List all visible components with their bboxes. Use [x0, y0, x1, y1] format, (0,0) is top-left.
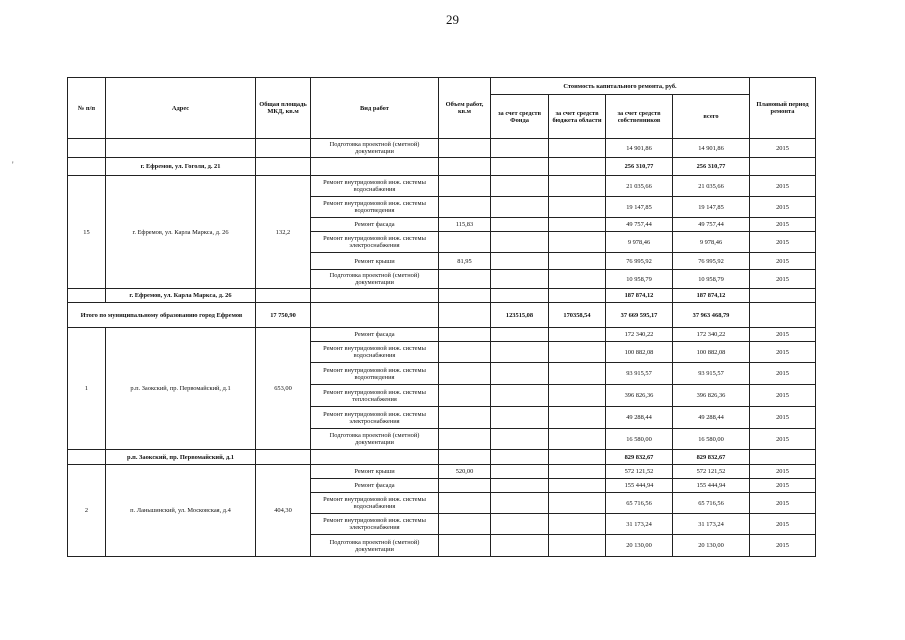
area-cell — [256, 158, 311, 176]
volume-cell — [439, 139, 491, 158]
period-cell — [750, 289, 816, 303]
volume-cell — [439, 514, 491, 535]
total-cell: 100 882,08 — [673, 342, 750, 363]
volume-cell: 115,83 — [439, 218, 491, 232]
region-cell — [549, 253, 606, 270]
fund-cell — [491, 270, 549, 289]
work-type-cell: Подготовка проектной (сметной) документации — [311, 270, 439, 289]
num-cell — [68, 450, 106, 465]
subtotal-label: р.п. Заокский, пр. Первомайский, д.1 — [106, 450, 256, 465]
fund-cell: 123515,08 — [491, 303, 549, 328]
area-cell: 17 750,90 — [256, 303, 311, 328]
period-cell — [750, 450, 816, 465]
address-cell: г. Ефремов, ул. Карла Маркса, д. 26 — [106, 176, 256, 289]
region-cell — [549, 407, 606, 429]
owners-cell: 572 121,52 — [606, 465, 673, 479]
address-cell: р.п. Заокский, пр. Первомайский, д.1 — [106, 328, 256, 450]
volume-cell: 81,95 — [439, 253, 491, 270]
header-planned-period: Плановый период ремонта — [750, 78, 816, 139]
volume-cell — [439, 197, 491, 218]
owners-cell: 19 147,85 — [606, 197, 673, 218]
region-cell — [549, 465, 606, 479]
work-type-cell — [311, 303, 439, 328]
total-cell: 829 832,67 — [673, 450, 750, 465]
fund-cell — [491, 139, 549, 158]
region-cell — [549, 450, 606, 465]
region-cell — [549, 139, 606, 158]
volume-cell — [439, 450, 491, 465]
header-volume: Объем работ, кв.м — [439, 78, 491, 139]
work-type-cell: Ремонт внутридомовой инж. системы теплоснабжения — [311, 385, 439, 407]
volume-cell: 520,00 — [439, 465, 491, 479]
region-cell: 170358,54 — [549, 303, 606, 328]
total-label: Итого по муниципальному образованию город Ефремов — [68, 303, 256, 328]
owners-cell: 256 310,77 — [606, 158, 673, 176]
num-cell: 1 — [68, 328, 106, 450]
fund-cell — [491, 407, 549, 429]
total-cell: 396 826,36 — [673, 385, 750, 407]
volume-cell — [439, 289, 491, 303]
region-cell — [549, 176, 606, 197]
owners-cell: 49 288,44 — [606, 407, 673, 429]
region-cell — [549, 289, 606, 303]
owners-cell: 21 035,66 — [606, 176, 673, 197]
work-type-cell: Ремонт внутридомовой инж. системы водоотведения — [311, 363, 439, 385]
period-cell: 2015 — [750, 197, 816, 218]
period-cell: 2015 — [750, 328, 816, 342]
address-cell: п. Ланьшинский, ул. Московская, д.4 — [106, 465, 256, 557]
region-cell — [549, 493, 606, 514]
volume-cell — [439, 342, 491, 363]
volume-cell — [439, 479, 491, 493]
total-cell: 14 901,86 — [673, 139, 750, 158]
region-cell — [549, 158, 606, 176]
work-type-cell: Ремонт внутридомовой инж. системы водоснабжения — [311, 176, 439, 197]
header-total: всего — [673, 95, 750, 139]
num-cell — [68, 139, 106, 158]
header-address: Адрес — [106, 78, 256, 139]
period-cell: 2015 — [750, 218, 816, 232]
owners-cell: 100 882,08 — [606, 342, 673, 363]
period-cell — [750, 303, 816, 328]
region-cell — [549, 479, 606, 493]
header-num: № п/п — [68, 78, 106, 139]
owners-cell: 31 173,24 — [606, 514, 673, 535]
volume-cell — [439, 385, 491, 407]
area-cell: 132,2 — [256, 176, 311, 289]
owners-cell: 49 757,44 — [606, 218, 673, 232]
total-cell: 572 121,52 — [673, 465, 750, 479]
volume-cell — [439, 493, 491, 514]
volume-cell — [439, 535, 491, 557]
header-work-type: Вид работ — [311, 78, 439, 139]
total-cell: 49 288,44 — [673, 407, 750, 429]
owners-cell: 396 826,36 — [606, 385, 673, 407]
work-type-cell: Подготовка проектной (сметной) документации — [311, 139, 439, 158]
total-cell: 37 963 468,79 — [673, 303, 750, 328]
municipality-total-row — [68, 303, 816, 328]
total-cell: 16 580,00 — [673, 429, 750, 450]
region-cell — [549, 218, 606, 232]
work-type-cell: Ремонт крыши — [311, 465, 439, 479]
work-type-cell: Ремонт внутридомовой инж. системы электроснабжения — [311, 514, 439, 535]
volume-cell — [439, 176, 491, 197]
volume-cell — [439, 407, 491, 429]
area-cell — [256, 139, 311, 158]
fund-cell — [491, 363, 549, 385]
owners-cell: 187 874,12 — [606, 289, 673, 303]
num-cell: 2 — [68, 465, 106, 557]
area-cell: 404,30 — [256, 465, 311, 557]
volume-cell — [439, 232, 491, 253]
period-cell: 2015 — [750, 363, 816, 385]
work-type-cell: Ремонт фасада — [311, 328, 439, 342]
table-row — [68, 328, 816, 342]
fund-cell — [491, 253, 549, 270]
volume-cell — [439, 363, 491, 385]
owners-cell: 172 340,22 — [606, 328, 673, 342]
area-cell: 653,00 — [256, 328, 311, 450]
area-cell — [256, 450, 311, 465]
num-cell: 15 — [68, 176, 106, 289]
fund-cell — [491, 514, 549, 535]
fund-cell — [491, 385, 549, 407]
period-cell — [750, 158, 816, 176]
work-type-cell: Ремонт фасада — [311, 218, 439, 232]
period-cell: 2015 — [750, 479, 816, 493]
period-cell: 2015 — [750, 535, 816, 557]
fund-cell — [491, 218, 549, 232]
fund-cell — [491, 493, 549, 514]
work-type-cell: Ремонт фасада — [311, 479, 439, 493]
total-cell: 21 035,66 — [673, 176, 750, 197]
period-cell: 2015 — [750, 176, 816, 197]
work-type-cell: Ремонт внутридомовой инж. системы электроснабжения — [311, 407, 439, 429]
header-region-budget: за счет средств бюджета области — [549, 95, 606, 139]
owners-cell: 76 995,92 — [606, 253, 673, 270]
num-cell — [68, 289, 106, 303]
fund-cell — [491, 328, 549, 342]
owners-cell: 155 444,94 — [606, 479, 673, 493]
subtotal-row — [68, 289, 816, 303]
work-type-cell: Подготовка проектной (сметной) документации — [311, 429, 439, 450]
region-cell — [549, 363, 606, 385]
total-cell: 93 915,57 — [673, 363, 750, 385]
region-cell — [549, 328, 606, 342]
fund-cell — [491, 465, 549, 479]
period-cell: 2015 — [750, 407, 816, 429]
work-type-cell: Ремонт внутридомовой инж. системы электроснабжения — [311, 232, 439, 253]
total-cell: 20 130,00 — [673, 535, 750, 557]
region-cell — [549, 342, 606, 363]
total-cell: 19 147,85 — [673, 197, 750, 218]
fund-cell — [491, 342, 549, 363]
region-cell — [549, 429, 606, 450]
total-cell: 49 757,44 — [673, 218, 750, 232]
num-cell — [68, 158, 106, 176]
fund-cell — [491, 535, 549, 557]
period-cell: 2015 — [750, 385, 816, 407]
fund-cell — [491, 232, 549, 253]
total-cell: 256 310,77 — [673, 158, 750, 176]
table-row — [68, 176, 816, 197]
period-cell: 2015 — [750, 253, 816, 270]
work-type-cell: Ремонт внутридомовой инж. системы водоотведения — [311, 197, 439, 218]
address-cell — [106, 139, 256, 158]
period-cell: 2015 — [750, 465, 816, 479]
owners-cell: 37 669 595,17 — [606, 303, 673, 328]
period-cell: 2015 — [750, 270, 816, 289]
subtotal-row — [68, 450, 816, 465]
region-cell — [549, 232, 606, 253]
volume-cell — [439, 158, 491, 176]
period-cell: 2015 — [750, 342, 816, 363]
fund-cell — [491, 176, 549, 197]
total-cell: 31 173,24 — [673, 514, 750, 535]
subtotal-row — [68, 158, 816, 176]
owners-cell: 93 915,57 — [606, 363, 673, 385]
capital-repair-table — [67, 77, 816, 557]
total-cell: 65 716,56 — [673, 493, 750, 514]
volume-cell — [439, 328, 491, 342]
total-cell: 76 995,92 — [673, 253, 750, 270]
header-cost-group: Стоимость капитального ремонта, руб. — [491, 78, 750, 95]
period-cell: 2015 — [750, 514, 816, 535]
table-row — [68, 139, 816, 158]
subtotal-label: г. Ефремов, ул. Гоголя, д. 21 — [106, 158, 256, 176]
subtotal-label: г. Ефремов, ул. Карла Маркса, д. 26 — [106, 289, 256, 303]
period-cell: 2015 — [750, 139, 816, 158]
stray-mark: ' — [12, 160, 14, 170]
fund-cell — [491, 197, 549, 218]
page-number: 29 — [446, 12, 459, 27]
fund-cell — [491, 450, 549, 465]
total-cell: 172 340,22 — [673, 328, 750, 342]
period-cell: 2015 — [750, 232, 816, 253]
region-cell — [549, 514, 606, 535]
period-cell: 2015 — [750, 493, 816, 514]
total-cell: 155 444,94 — [673, 479, 750, 493]
table-row — [68, 465, 816, 479]
owners-cell: 16 580,00 — [606, 429, 673, 450]
work-type-cell: Ремонт внутридомовой инж. системы водоснабжения — [311, 493, 439, 514]
fund-cell — [491, 429, 549, 450]
total-cell: 187 874,12 — [673, 289, 750, 303]
volume-cell — [439, 303, 491, 328]
work-type-cell: Ремонт внутридомовой инж. системы водоснабжения — [311, 342, 439, 363]
work-type-cell — [311, 450, 439, 465]
work-type-cell — [311, 289, 439, 303]
owners-cell: 829 832,67 — [606, 450, 673, 465]
header-owners: за счет средств собственников — [606, 95, 673, 139]
owners-cell: 9 978,46 — [606, 232, 673, 253]
fund-cell — [491, 479, 549, 493]
region-cell — [549, 535, 606, 557]
fund-cell — [491, 158, 549, 176]
work-type-cell: Ремонт крыши — [311, 253, 439, 270]
region-cell — [549, 270, 606, 289]
owners-cell: 65 716,56 — [606, 493, 673, 514]
owners-cell: 14 901,86 — [606, 139, 673, 158]
area-cell — [256, 289, 311, 303]
region-cell — [549, 197, 606, 218]
volume-cell — [439, 429, 491, 450]
work-type-cell — [311, 158, 439, 176]
owners-cell: 20 130,00 — [606, 535, 673, 557]
period-cell: 2015 — [750, 429, 816, 450]
total-cell: 10 958,79 — [673, 270, 750, 289]
header-area: Общая площадь МКД, кв.м — [256, 78, 311, 139]
work-type-cell: Подготовка проектной (сметной) документации — [311, 535, 439, 557]
header-fund: за счет средств Фонда — [491, 95, 549, 139]
owners-cell: 10 958,79 — [606, 270, 673, 289]
total-cell: 9 978,46 — [673, 232, 750, 253]
fund-cell — [491, 289, 549, 303]
region-cell — [549, 385, 606, 407]
volume-cell — [439, 270, 491, 289]
